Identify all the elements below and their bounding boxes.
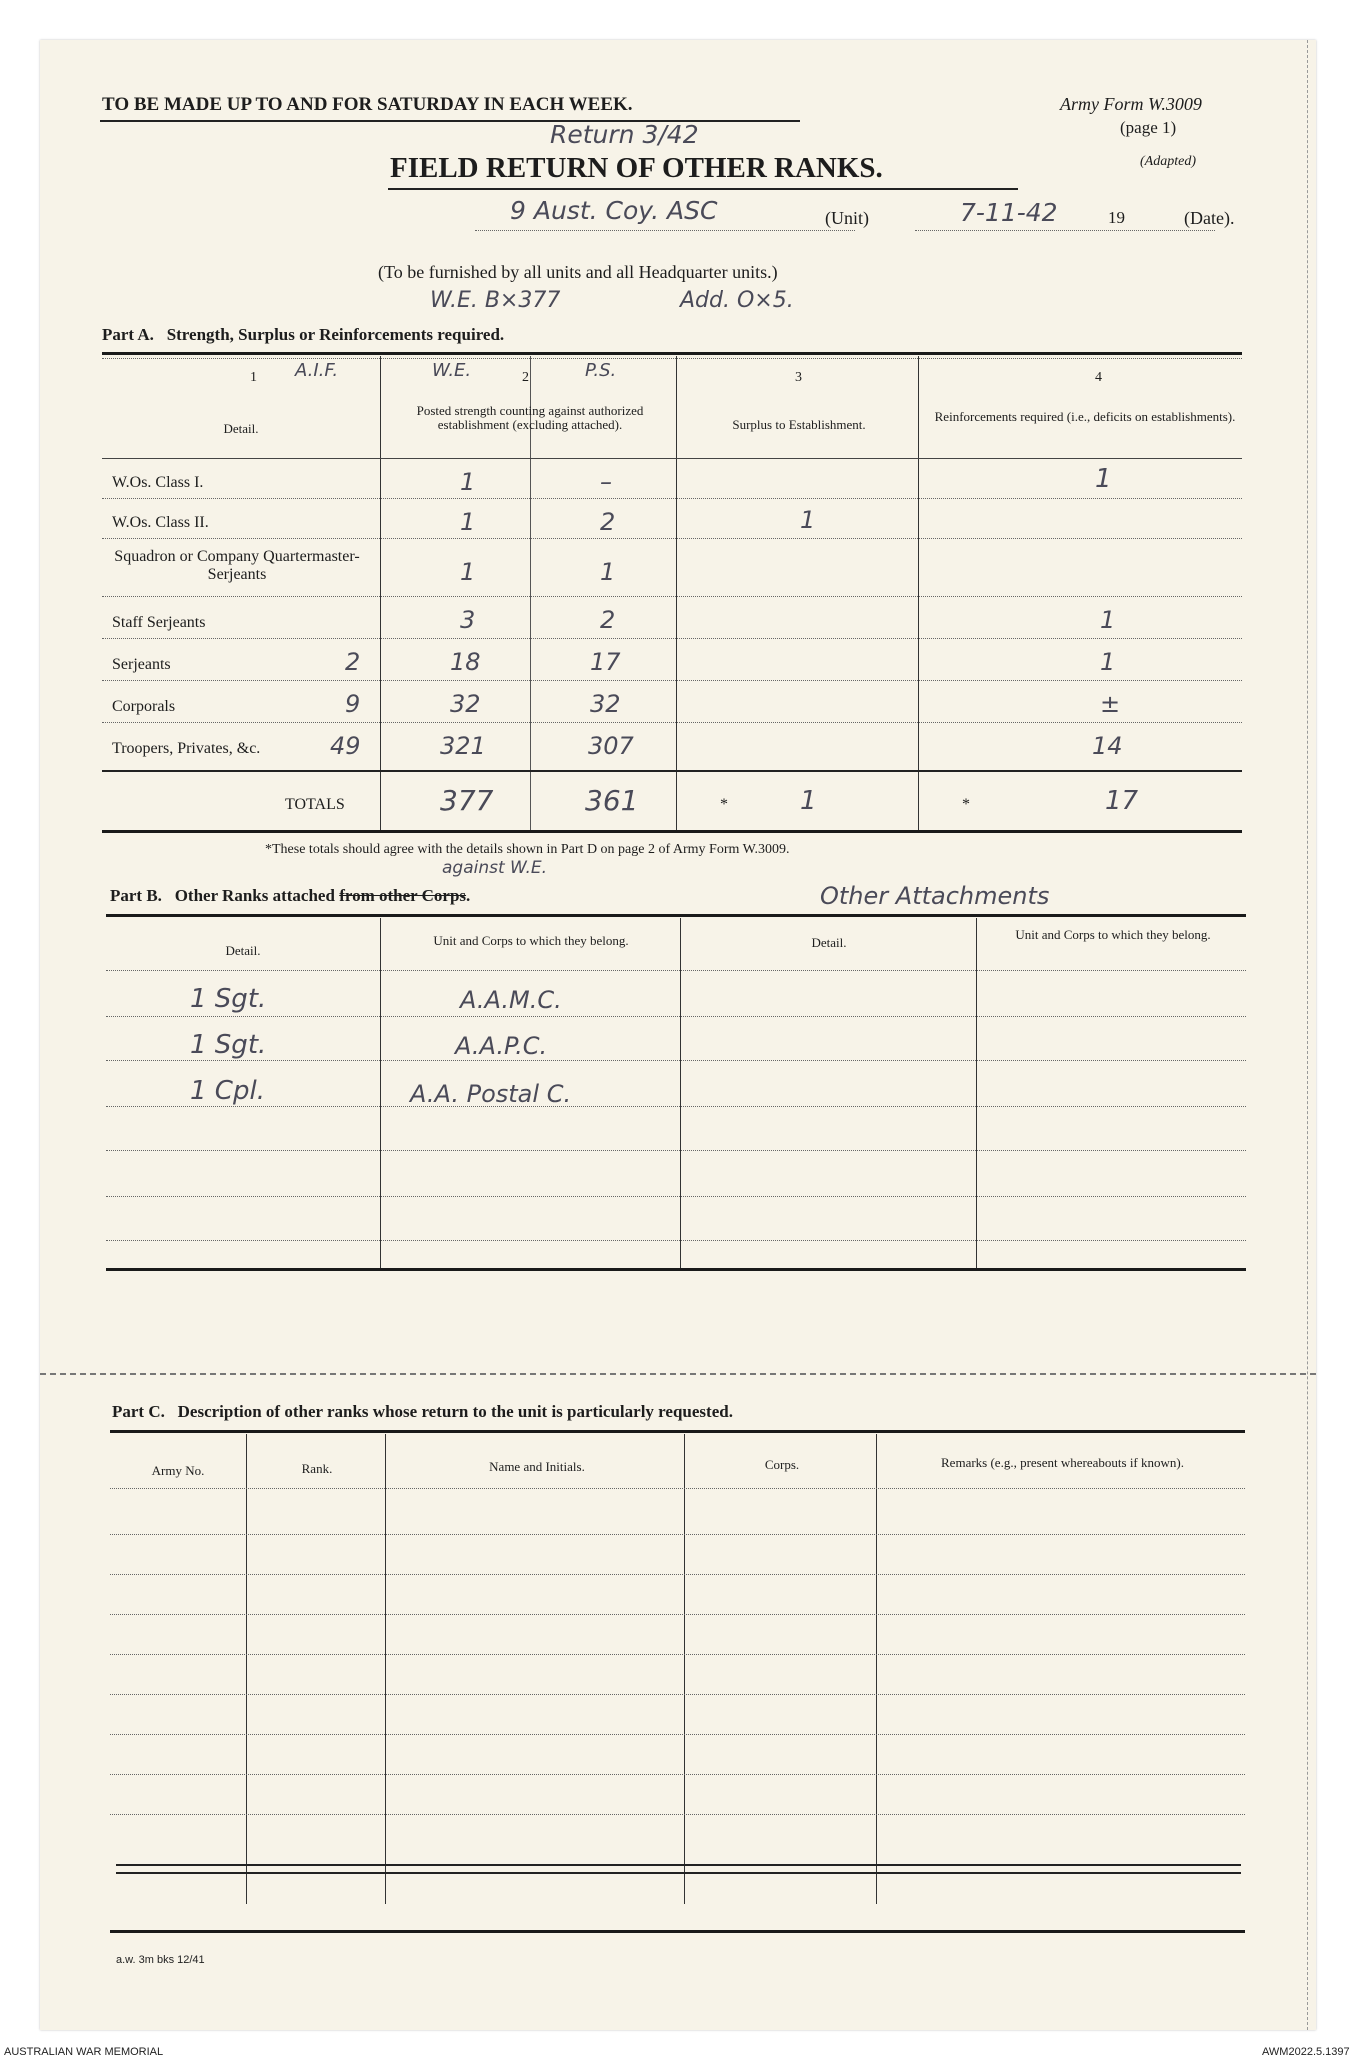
part-b-col-detail: Detail. <box>225 943 261 958</box>
handwritten-return: Return 3/42 <box>550 120 699 149</box>
row-label-cqms: Squadron or Company Quartermaster-Serjeants <box>114 548 360 583</box>
row-ps-staff-sjts: 2 <box>600 606 616 634</box>
row-rule <box>110 1694 1245 1695</box>
row-rule <box>106 970 1246 971</box>
part-a-bottom-rule <box>102 830 1242 833</box>
part-b-bottom-rule <box>106 1268 1246 1271</box>
part-c-base-rule <box>110 1930 1245 1933</box>
row-ps-ptes: 307 <box>588 732 634 760</box>
part-b-unit-1: A.A.M.C. <box>460 986 562 1014</box>
part-b-title: Other Ranks attached <box>174 886 335 905</box>
totals-label: TOTALS <box>285 796 345 813</box>
col3-number: 3 <box>795 370 802 385</box>
row-ps-cqms: 1 <box>600 558 616 586</box>
row-rule <box>110 1734 1245 1735</box>
row-aif-cpls: 9 <box>345 690 361 718</box>
print-code: a.w. 3m bks 12/41 <box>116 1954 205 1966</box>
row-ps-cpls: 32 <box>590 690 621 718</box>
hw-other-attachments: Other Attachments <box>820 882 1050 910</box>
hw-we: W.E. <box>432 360 472 381</box>
part-c-col-corps: Corps. <box>764 1457 800 1472</box>
hw-against-we: against W.E. <box>442 858 548 878</box>
part-a-number-rule <box>102 358 1242 359</box>
instruction-line: TO BE MADE UP TO AND FOR SATURDAY IN EACH WEEK. <box>102 94 633 115</box>
row-label-wo2: W.Os. Class II. <box>112 514 209 531</box>
row-label-wo1: W.Os. Class I. <box>112 474 204 491</box>
row-rule <box>110 1534 1245 1535</box>
row-reinf-cpls: ± <box>1100 690 1121 718</box>
part-a-footnote: *These totals should agree with the details shown in Part D on page 2 of Army Form W.3009. <box>265 842 790 857</box>
part-c-col-divider-4 <box>876 1434 877 1904</box>
part-a-heading <box>102 325 504 345</box>
hw-aif: A.I.F. <box>295 360 339 381</box>
part-a-col-divider-2 <box>676 356 677 830</box>
page-label: (page 1) <box>1120 118 1177 137</box>
date-year: 19 <box>1108 208 1125 227</box>
date-dotted-line <box>915 230 1215 231</box>
row-reinf-ptes: 14 <box>1092 732 1123 760</box>
row-reinf-wo1: 1 <box>1095 464 1112 494</box>
col-detail-header: Detail. <box>223 421 259 436</box>
row-rule <box>110 1774 1245 1775</box>
row-rule <box>106 1240 1246 1241</box>
unit-dotted-line <box>475 230 855 231</box>
form-number: Army Form W.3009 <box>1060 94 1202 114</box>
part-c-bottom-rule-1 <box>116 1864 1241 1866</box>
row-label-ptes: Troopers, Privates, &c. <box>112 740 261 757</box>
part-b-top-rule <box>106 914 1246 917</box>
date-value: 7-11-42 <box>960 198 1058 227</box>
part-b-detail-2: 1 Sgt. <box>190 1030 267 1060</box>
part-b-detail-3: 1 Cpl. <box>190 1076 265 1106</box>
form-sheet <box>40 40 1316 2030</box>
part-b-col-unit: Unit and Corps to which they belong. <box>433 933 629 948</box>
hw-ps: P.S. <box>585 360 617 381</box>
handwritten-add: Add. O×5. <box>680 288 794 313</box>
part-c-title: Description of other ranks whose return to the unit is particularly requested. <box>177 1402 733 1421</box>
credit-left: AUSTRALIAN WAR MEMORIAL <box>4 2046 164 2058</box>
row-rule <box>102 538 1242 539</box>
row-rule <box>102 638 1242 639</box>
part-c-heading <box>112 1402 733 1422</box>
row-ps-wo1: – <box>600 468 612 496</box>
part-c-col-name: Name and Initials. <box>489 1459 585 1474</box>
row-ps-wo2: 2 <box>600 508 616 536</box>
totals-star-surplus: * <box>720 796 728 813</box>
row-rule <box>102 498 1242 499</box>
row-reinf-sjts: 1 <box>1100 648 1116 676</box>
part-a-col-divider-1 <box>380 356 381 830</box>
row-label-sjts: Serjeants <box>112 656 171 673</box>
part-c-col-army: Army No. <box>151 1463 205 1478</box>
row-aif-sjts: 2 <box>345 648 361 676</box>
sheet-cut-edge <box>1307 40 1308 2030</box>
row-we-ptes: 321 <box>440 732 486 760</box>
part-a-prefix: Part A. <box>102 325 154 344</box>
totals-star-reinf: * <box>962 796 970 813</box>
part-b-heading <box>110 886 470 906</box>
credit-right: AWM2022.5.1397 <box>1262 2046 1350 2058</box>
row-rule <box>106 1150 1246 1151</box>
row-aif-ptes: 49 <box>330 732 361 760</box>
part-b-col-detail2: Detail. <box>811 935 847 950</box>
row-rule <box>102 680 1242 681</box>
date-label: (Date). <box>1184 208 1235 228</box>
part-b-prefix: Part B. <box>110 886 162 905</box>
furnished-note: (To be furnished by all units and all Headquarter units.) <box>378 262 778 282</box>
part-c-col-remarks: Remarks (e.g., present whereabouts if known). <box>941 1455 1184 1470</box>
row-we-wo1: 1 <box>460 468 476 496</box>
row-rule <box>110 1488 1245 1489</box>
col1-number: 1 <box>250 370 257 385</box>
part-b-col-unit2: Unit and Corps to which they belong. <box>1015 927 1211 942</box>
adapted-label: (Adapted) <box>1140 154 1196 169</box>
part-c-col-divider-3 <box>684 1434 685 1904</box>
handwritten-we: W.E. B×377 <box>430 288 561 313</box>
row-rule <box>106 1196 1246 1197</box>
part-a-title: Strength, Surplus or Reinforcements required. <box>166 325 505 344</box>
row-surplus-wo2: 1 <box>800 506 816 534</box>
row-rule <box>110 1814 1245 1815</box>
totals-surplus: 1 <box>800 786 817 816</box>
col-posted-header: Posted strength counting against authorized establishment (excluding attached). <box>416 403 644 432</box>
totals-ps: 361 <box>585 784 639 817</box>
part-b-detail-1: 1 Sgt. <box>190 984 267 1014</box>
row-rule <box>102 596 1242 597</box>
row-we-staff-sjts: 3 <box>460 606 476 634</box>
totals-top-rule <box>102 770 1242 772</box>
col4-number: 4 <box>1095 370 1102 385</box>
row-ps-sjts: 17 <box>590 648 621 676</box>
part-c-prefix: Part C. <box>112 1402 165 1421</box>
row-we-sjts: 18 <box>450 648 481 676</box>
row-we-cqms: 1 <box>460 558 476 586</box>
part-c-col-divider-1 <box>246 1434 247 1904</box>
part-b-unit-2: A.A.P.C. <box>455 1032 548 1060</box>
row-reinf-staff-sjts: 1 <box>1100 606 1116 634</box>
unit-label: (Unit) <box>825 208 869 228</box>
row-we-wo2: 1 <box>460 508 476 536</box>
part-b-unit-3: A.A. Postal C. <box>410 1080 572 1108</box>
col-surplus-header: Surplus to Establishment. <box>732 417 866 432</box>
part-c-top-rule <box>110 1430 1245 1433</box>
row-rule <box>110 1614 1245 1615</box>
col-reinf-header: Reinforcements required (i.e., deficits on establishments). <box>934 409 1236 424</box>
part-b-end: . <box>466 886 471 905</box>
title-underline <box>388 188 1018 190</box>
unit-value: 9 Aust. Coy. ASC <box>510 196 718 225</box>
totals-we: 377 <box>440 784 494 817</box>
row-rule <box>106 1106 1246 1107</box>
perforation-line <box>40 1373 1316 1375</box>
form-title: FIELD RETURN OF OTHER RANKS. <box>390 152 883 184</box>
row-rule <box>106 1016 1246 1017</box>
part-a-top-rule <box>102 352 1242 355</box>
row-rule <box>110 1574 1245 1575</box>
col2-number: 2 <box>522 370 529 385</box>
row-label-cpls: Corporals <box>112 698 176 715</box>
part-c-col-divider-2 <box>385 1434 386 1904</box>
part-b-struck: from other Corps <box>339 886 467 905</box>
part-a-header-rule <box>102 458 1242 459</box>
row-rule <box>102 722 1242 723</box>
totals-reinf: 17 <box>1105 786 1139 816</box>
row-rule <box>106 1060 1246 1061</box>
row-rule <box>110 1654 1245 1655</box>
part-c-bottom-rule-2 <box>116 1872 1241 1874</box>
part-c-col-rank: Rank. <box>301 1461 333 1476</box>
part-a-col-divider-3 <box>918 356 919 830</box>
row-we-cpls: 32 <box>450 690 481 718</box>
row-label-staff-sjts: Staff Serjeants <box>112 614 206 631</box>
